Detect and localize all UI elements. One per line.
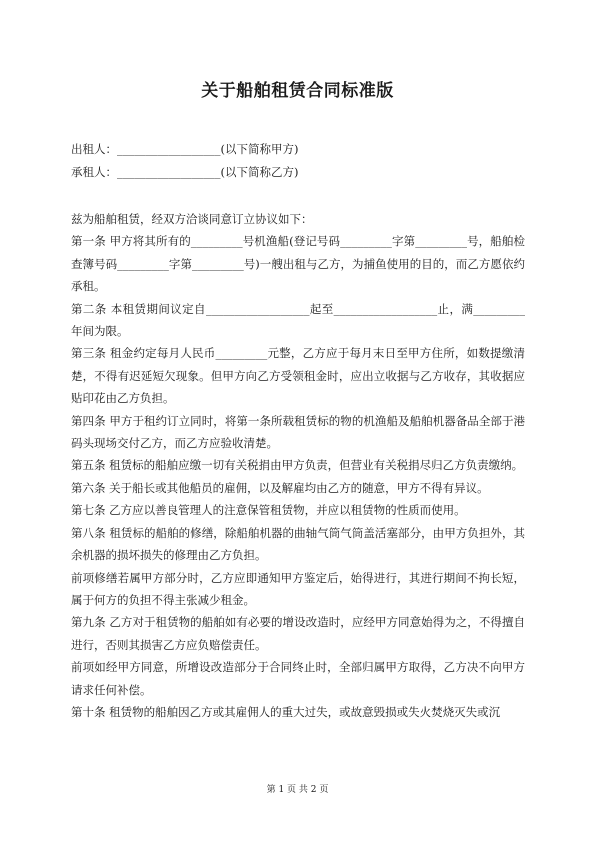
clause-5: 第五条 租赁标的船舶应缴一切有关税捐由甲方负责，但营业有关税捐尽归乙方负责缴纳。 — [71, 458, 524, 473]
contract-body — [71, 208, 525, 723]
page-footer: 第 1 页 共 2 页 — [266, 785, 329, 795]
clause-1: 第一条 甲方将其所有的_________号机渔船(登记号码_________字第_________号，船舶检查簿号码_________字第_________号)一艘出租与乙方，为捕鱼使用的目的，而乙方愿依约承租。 — [71, 234, 525, 294]
clause-7: 第七条 乙方应以善良管理人的注意保管租赁物，并应以租赁物的性质而使用。 — [71, 503, 466, 518]
clause-4: 第四条 甲方于租约订立同时，将第一条所载租赁标的物的机渔船及船舶机器备品全部于港码头现场交付乙方，而乙方应验收清楚。 — [71, 413, 525, 451]
clause-10: 第十条 租赁物的船舶因乙方或其雇佣人的重大过失，或故意毁损或失火焚烧灭失或沉 — [71, 704, 501, 719]
document-title: 关于船舶租赁合同标准版 — [201, 81, 394, 101]
clause-9-note: 前项如经甲方同意，所增设改造部分于合同终止时，全部归属甲方取得，乙方决不向甲方请求任何补偿。 — [71, 660, 525, 697]
clause-9: 第九条 乙方对于租赁物的船舶如有必要的增设改造时，应经甲方同意始得为之，不得擅自进行，否则其损害乙方应负赔偿责任。 — [71, 615, 525, 652]
clause-8-note: 前项修缮若属甲方部分时，乙方应即通知甲方鉴定后，始得进行，其进行期间不拘长短，属于何方的负担不得主张减少租金。 — [71, 570, 525, 607]
clause-3: 第三条 租金约定每月人民币_________元整，乙方应于每月末日至甲方住所，如数提缴清楚，不得有迟延短欠现象。但甲方向乙方受领租金时，应出立收据与乙方收存，其收据应贴印花由乙方负担。 — [71, 346, 525, 406]
lessor-line: 出租人：__________________(以下简称甲方) — [71, 142, 299, 156]
clause-2: 第二条 本租赁期间议定自__________________起至__________________止，满_________年间为限。 — [71, 301, 525, 339]
lessee-line: 承租人：__________________(以下简称乙方) — [71, 165, 299, 179]
clause-6: 第六条 关于船长或其他船员的雇佣，以及解雇均由乙方的随意，甲方不得有异议。 — [71, 480, 489, 495]
intro-paragraph: 兹为船舶租赁，经双方洽谈同意订立协议如下： — [71, 212, 313, 226]
clause-8: 第八条 租赁标的船舶的修缮，除船舶机器的曲轴气筒气筒盖活塞部分，由甲方负担外，其余机器的损坏损失的修理由乙方负担。 — [71, 525, 525, 563]
